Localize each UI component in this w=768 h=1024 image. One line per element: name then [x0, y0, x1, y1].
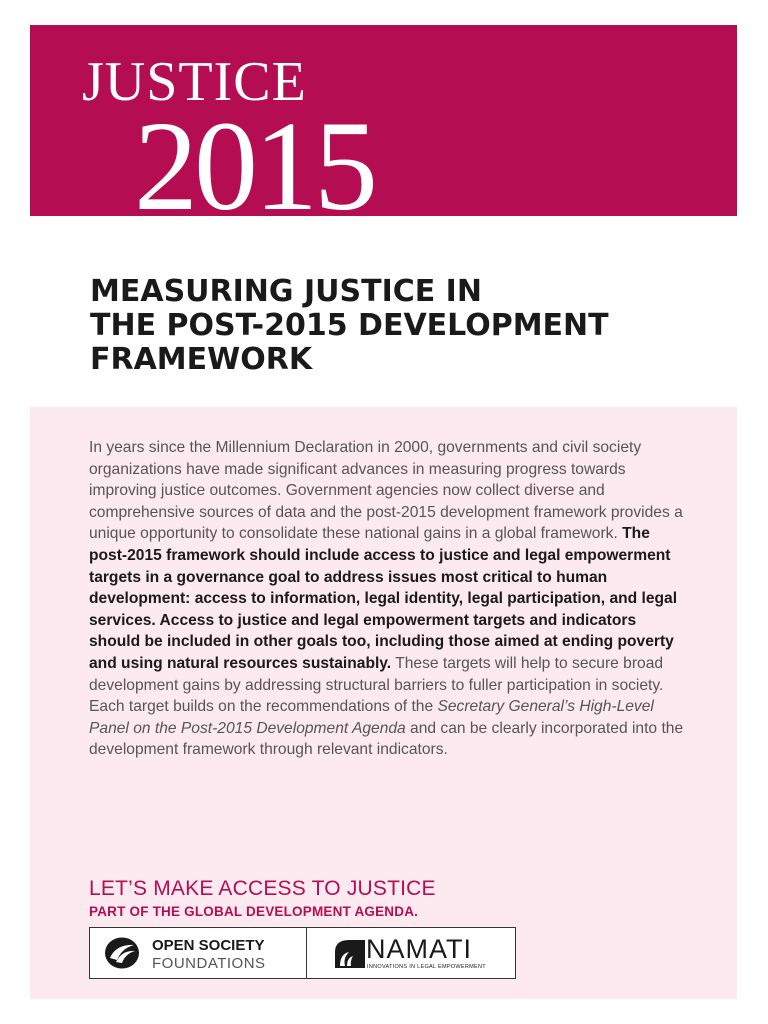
body-paragraph [89, 437, 689, 761]
title-line-1: MEASURING JUSTICE IN [90, 274, 482, 309]
namati-logo-icon [333, 938, 367, 970]
partner-logos [89, 927, 516, 979]
call-to-action-subheading: PART OF THE GLOBAL DEVELOPMENT AGENDA. [89, 904, 419, 919]
body-continuation: These targets will help to secure broad development gains by addressing structural barriers to fuller participation in society. Each target builds on the recommendations of the [89, 654, 664, 716]
banner-title-year: 2015 [134, 95, 374, 216]
namati-tagline: INNOVATIONS IN LEGAL EMPOWERMENT [367, 964, 486, 970]
body-panel-reference: Secretary General’s High-Level Panel on the Post-2015 Development Agenda [89, 698, 654, 737]
call-to-action-heading: LET’S MAKE ACCESS TO JUSTICE [89, 877, 436, 900]
title-line-3: FRAMEWORK [90, 342, 313, 377]
page-title [90, 275, 730, 377]
title-line-2: THE POST-2015 DEVELOPMENT [90, 308, 609, 343]
osf-name-line-2: FOUNDATIONS [152, 955, 266, 972]
logo-divider [306, 928, 307, 978]
body-conclusion: and can be clearly incorporated into the development framework through relevant indicators. [89, 719, 684, 759]
osf-name-line-1: OPEN SOCIETY [152, 937, 265, 954]
justice-2015-banner [30, 25, 737, 216]
body-intro: In years since the Millennium Declaration in 2000, governments and civil society organizations have made significant advances in measuring progress towards improving justice outcomes. Government agencies now collect diverse and comprehensive sources of data and the post-2015 development framework provides a unique opportunity to consolidate these national gains in a global framework. [89, 439, 683, 543]
open-society-logo-icon [104, 936, 140, 970]
body-bold-statement: The post-2015 framework should include access to justice and legal empowerment targets in a governance goal to address issues most critical to human development: access to information, legal identity, legal participation, and legal services. Access to justice and legal empowerment targets and indicators should be included in other goals too, including those aimed at ending poverty and using natural resources sustainably. [89, 525, 678, 672]
namati-name: NAMATI [366, 934, 472, 964]
banner-title-word: justice [82, 30, 307, 118]
